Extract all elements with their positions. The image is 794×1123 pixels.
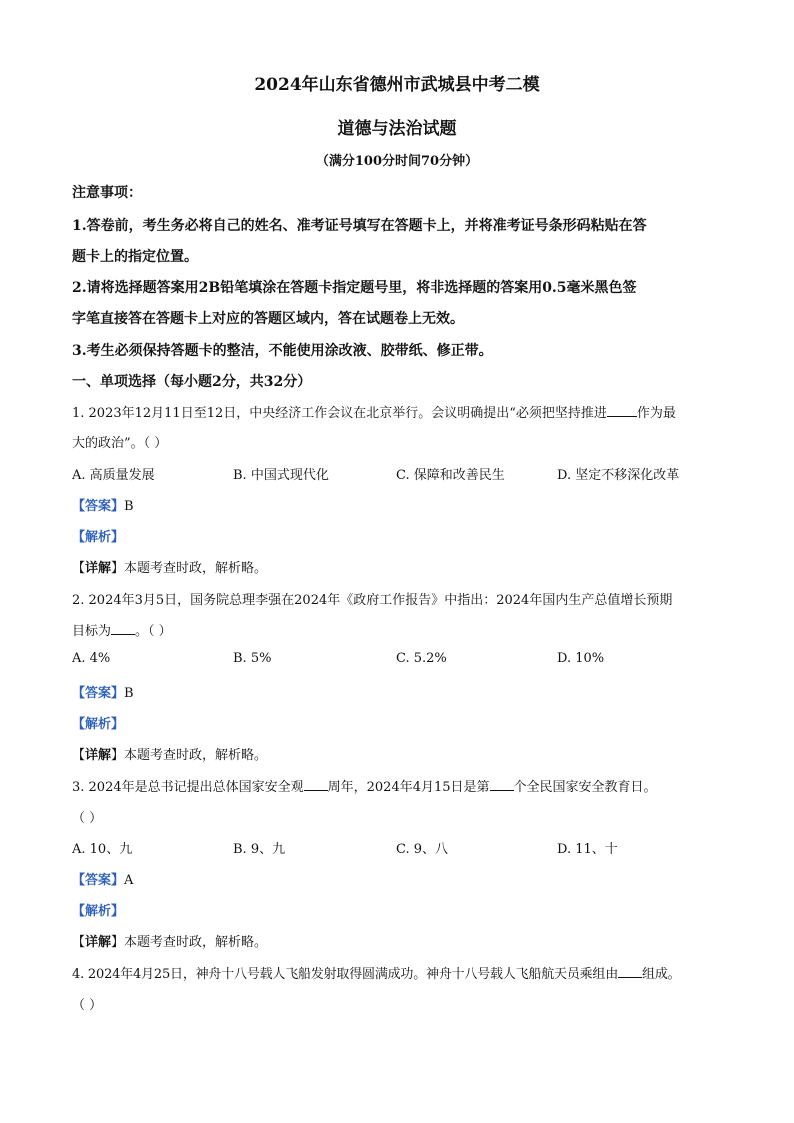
q1-analysis-label: 解析 bbox=[85, 530, 112, 545]
q2-stem-part-2: 。（ ） bbox=[135, 624, 172, 639]
exam-subject: 道德与法治试题 bbox=[337, 119, 457, 139]
q3-option-b: B. 9、九 bbox=[233, 842, 286, 857]
q1-analysis-close: 】 bbox=[111, 530, 125, 545]
q3-detail-text: 本题考查时政，解析略。 bbox=[124, 935, 268, 950]
q2-option-c: C. 5.2% bbox=[396, 651, 447, 666]
q2-answer-open: 【 bbox=[72, 686, 86, 701]
q1-blank bbox=[607, 404, 637, 417]
q3-detail-open: 【 bbox=[72, 935, 86, 950]
notes-heading: 注意事项： bbox=[72, 185, 142, 201]
exam-info: （满分100分时间70分钟） bbox=[315, 154, 479, 169]
q4-blank bbox=[618, 965, 642, 978]
q3-answer-value: A bbox=[124, 873, 134, 888]
q2-detail-open: 【 bbox=[72, 748, 86, 763]
q3-stem-part-3: 个全民国家安全教育日。 bbox=[513, 780, 657, 795]
q1-answer-label: 答案 bbox=[85, 499, 112, 514]
q2-analysis-open: 【 bbox=[72, 717, 86, 732]
q1-analysis-open: 【 bbox=[72, 530, 86, 545]
note-2-line-2: 字笔直接答在答题卡上对应的答题区域内，答在试题卷上无效。 bbox=[72, 311, 464, 327]
section-title: 一、单项选择（每小题2分，共32分） bbox=[72, 374, 312, 390]
q2-detail-text: 本题考查时政，解析略。 bbox=[124, 748, 268, 763]
q2-detail-close: 】 bbox=[111, 748, 125, 763]
q3-answer-open: 【 bbox=[72, 873, 86, 888]
q2-option-d: D. 10% bbox=[557, 651, 605, 666]
q3-analysis-close: 】 bbox=[111, 904, 125, 919]
q2-analysis-close: 】 bbox=[111, 717, 125, 732]
q2-answer bbox=[72, 682, 732, 701]
note-1-line-1: 1.答卷前，考生务必将自己的姓名、准考证号填写在答题卡上，并将准考证号条形码粘贴在答 bbox=[72, 218, 647, 234]
q1-option-c: C. 保障和改善民生 bbox=[396, 468, 505, 483]
q4-stem-line-1 bbox=[72, 963, 732, 982]
q2-detail bbox=[72, 744, 732, 763]
q3-answer-label: 答案 bbox=[85, 873, 112, 888]
q4-stem-part-1: 4. 2024年4月25日，神舟十八号载人飞船发射取得圆满成功。神舟十八号载人飞船航天员乘组由 bbox=[72, 967, 619, 982]
q1-option-b: B. 中国式现代化 bbox=[233, 468, 329, 483]
q2-stem-part-1: 目标为 bbox=[72, 624, 112, 639]
q4-stem-line-2: （ ） bbox=[72, 998, 103, 1013]
q1-analysis bbox=[72, 526, 732, 545]
q3-stem-line-1 bbox=[72, 776, 732, 795]
q1-detail-text: 本题考查时政，解析略。 bbox=[124, 561, 268, 576]
q1-detail-close: 】 bbox=[111, 561, 125, 576]
exam-title: 2024年山东省德州市武城县中考二模 bbox=[254, 75, 540, 95]
q3-answer bbox=[72, 869, 732, 888]
q1-detail bbox=[72, 557, 732, 576]
q3-detail-label: 详解 bbox=[85, 935, 112, 950]
q1-stem-line-2: 大的政治”。（ ） bbox=[72, 436, 168, 451]
q3-analysis-open: 【 bbox=[72, 904, 86, 919]
q4-stem-part-2: 组成。 bbox=[642, 967, 681, 982]
q3-answer-close: 】 bbox=[111, 873, 125, 888]
note-2-line-1: 2.请将选择题答案用2B铅笔填涂在答题卡指定题号里，将非选择题的答案用0.5毫米黑色签 bbox=[72, 280, 637, 296]
q2-blank bbox=[111, 622, 135, 635]
q1-answer-open: 【 bbox=[72, 499, 86, 514]
q3-blank-2 bbox=[490, 778, 514, 791]
q1-detail-open: 【 bbox=[72, 561, 86, 576]
q1-option-a: A. 高质量发展 bbox=[72, 468, 155, 483]
q2-detail-label: 详解 bbox=[85, 748, 112, 763]
q3-option-a: A. 10、九 bbox=[72, 842, 133, 857]
q3-stem-line-2: （ ） bbox=[72, 811, 103, 826]
q1-stem-part-1: 1. 2023年12月11日至12日，中央经济工作会议在北京举行。会议明确提出“必须把坚持推进 bbox=[72, 406, 607, 421]
q2-option-a: A. 4% bbox=[72, 651, 111, 666]
note-3: 3.考生必须保持答题卡的整洁，不能使用涂改液、胶带纸、修正带。 bbox=[72, 343, 493, 359]
q1-answer bbox=[72, 495, 732, 514]
q3-option-d: D. 11、十 bbox=[557, 842, 618, 857]
q1-answer-close: 】 bbox=[111, 499, 125, 514]
q1-option-d: D. 坚定不移深化改革 bbox=[557, 468, 680, 483]
q3-detail bbox=[72, 931, 732, 950]
q3-blank-1 bbox=[304, 778, 328, 791]
q2-analysis bbox=[72, 713, 732, 732]
q2-stem-line-1: 2. 2024年3月5日，国务院总理李强在2024年《政府工作报告》中指出：2024年国内生产总值增长预期 bbox=[72, 593, 673, 608]
note-1-line-2: 题卡上的指定位置。 bbox=[72, 249, 198, 265]
q3-stem-part-2: 周年，2024年4月15日是第 bbox=[327, 780, 490, 795]
q3-option-c: C. 9、八 bbox=[396, 842, 449, 857]
q2-option-b: B. 5% bbox=[233, 651, 272, 666]
q2-answer-label: 答案 bbox=[85, 686, 112, 701]
q3-analysis-label: 解析 bbox=[85, 904, 112, 919]
q2-answer-value: B bbox=[124, 686, 134, 701]
q1-answer-value: B bbox=[124, 499, 134, 514]
q2-answer-close: 】 bbox=[111, 686, 125, 701]
q3-stem-part-1: 3. 2024年是总书记提出总体国家安全观 bbox=[72, 780, 304, 795]
q3-analysis bbox=[72, 900, 732, 919]
q2-analysis-label: 解析 bbox=[85, 717, 112, 732]
q1-stem-line-1 bbox=[72, 402, 732, 421]
q1-stem-part-2: 作为最 bbox=[636, 406, 676, 421]
q3-detail-close: 】 bbox=[111, 935, 125, 950]
q2-stem-line-2 bbox=[72, 620, 732, 639]
q1-detail-label: 详解 bbox=[85, 561, 112, 576]
